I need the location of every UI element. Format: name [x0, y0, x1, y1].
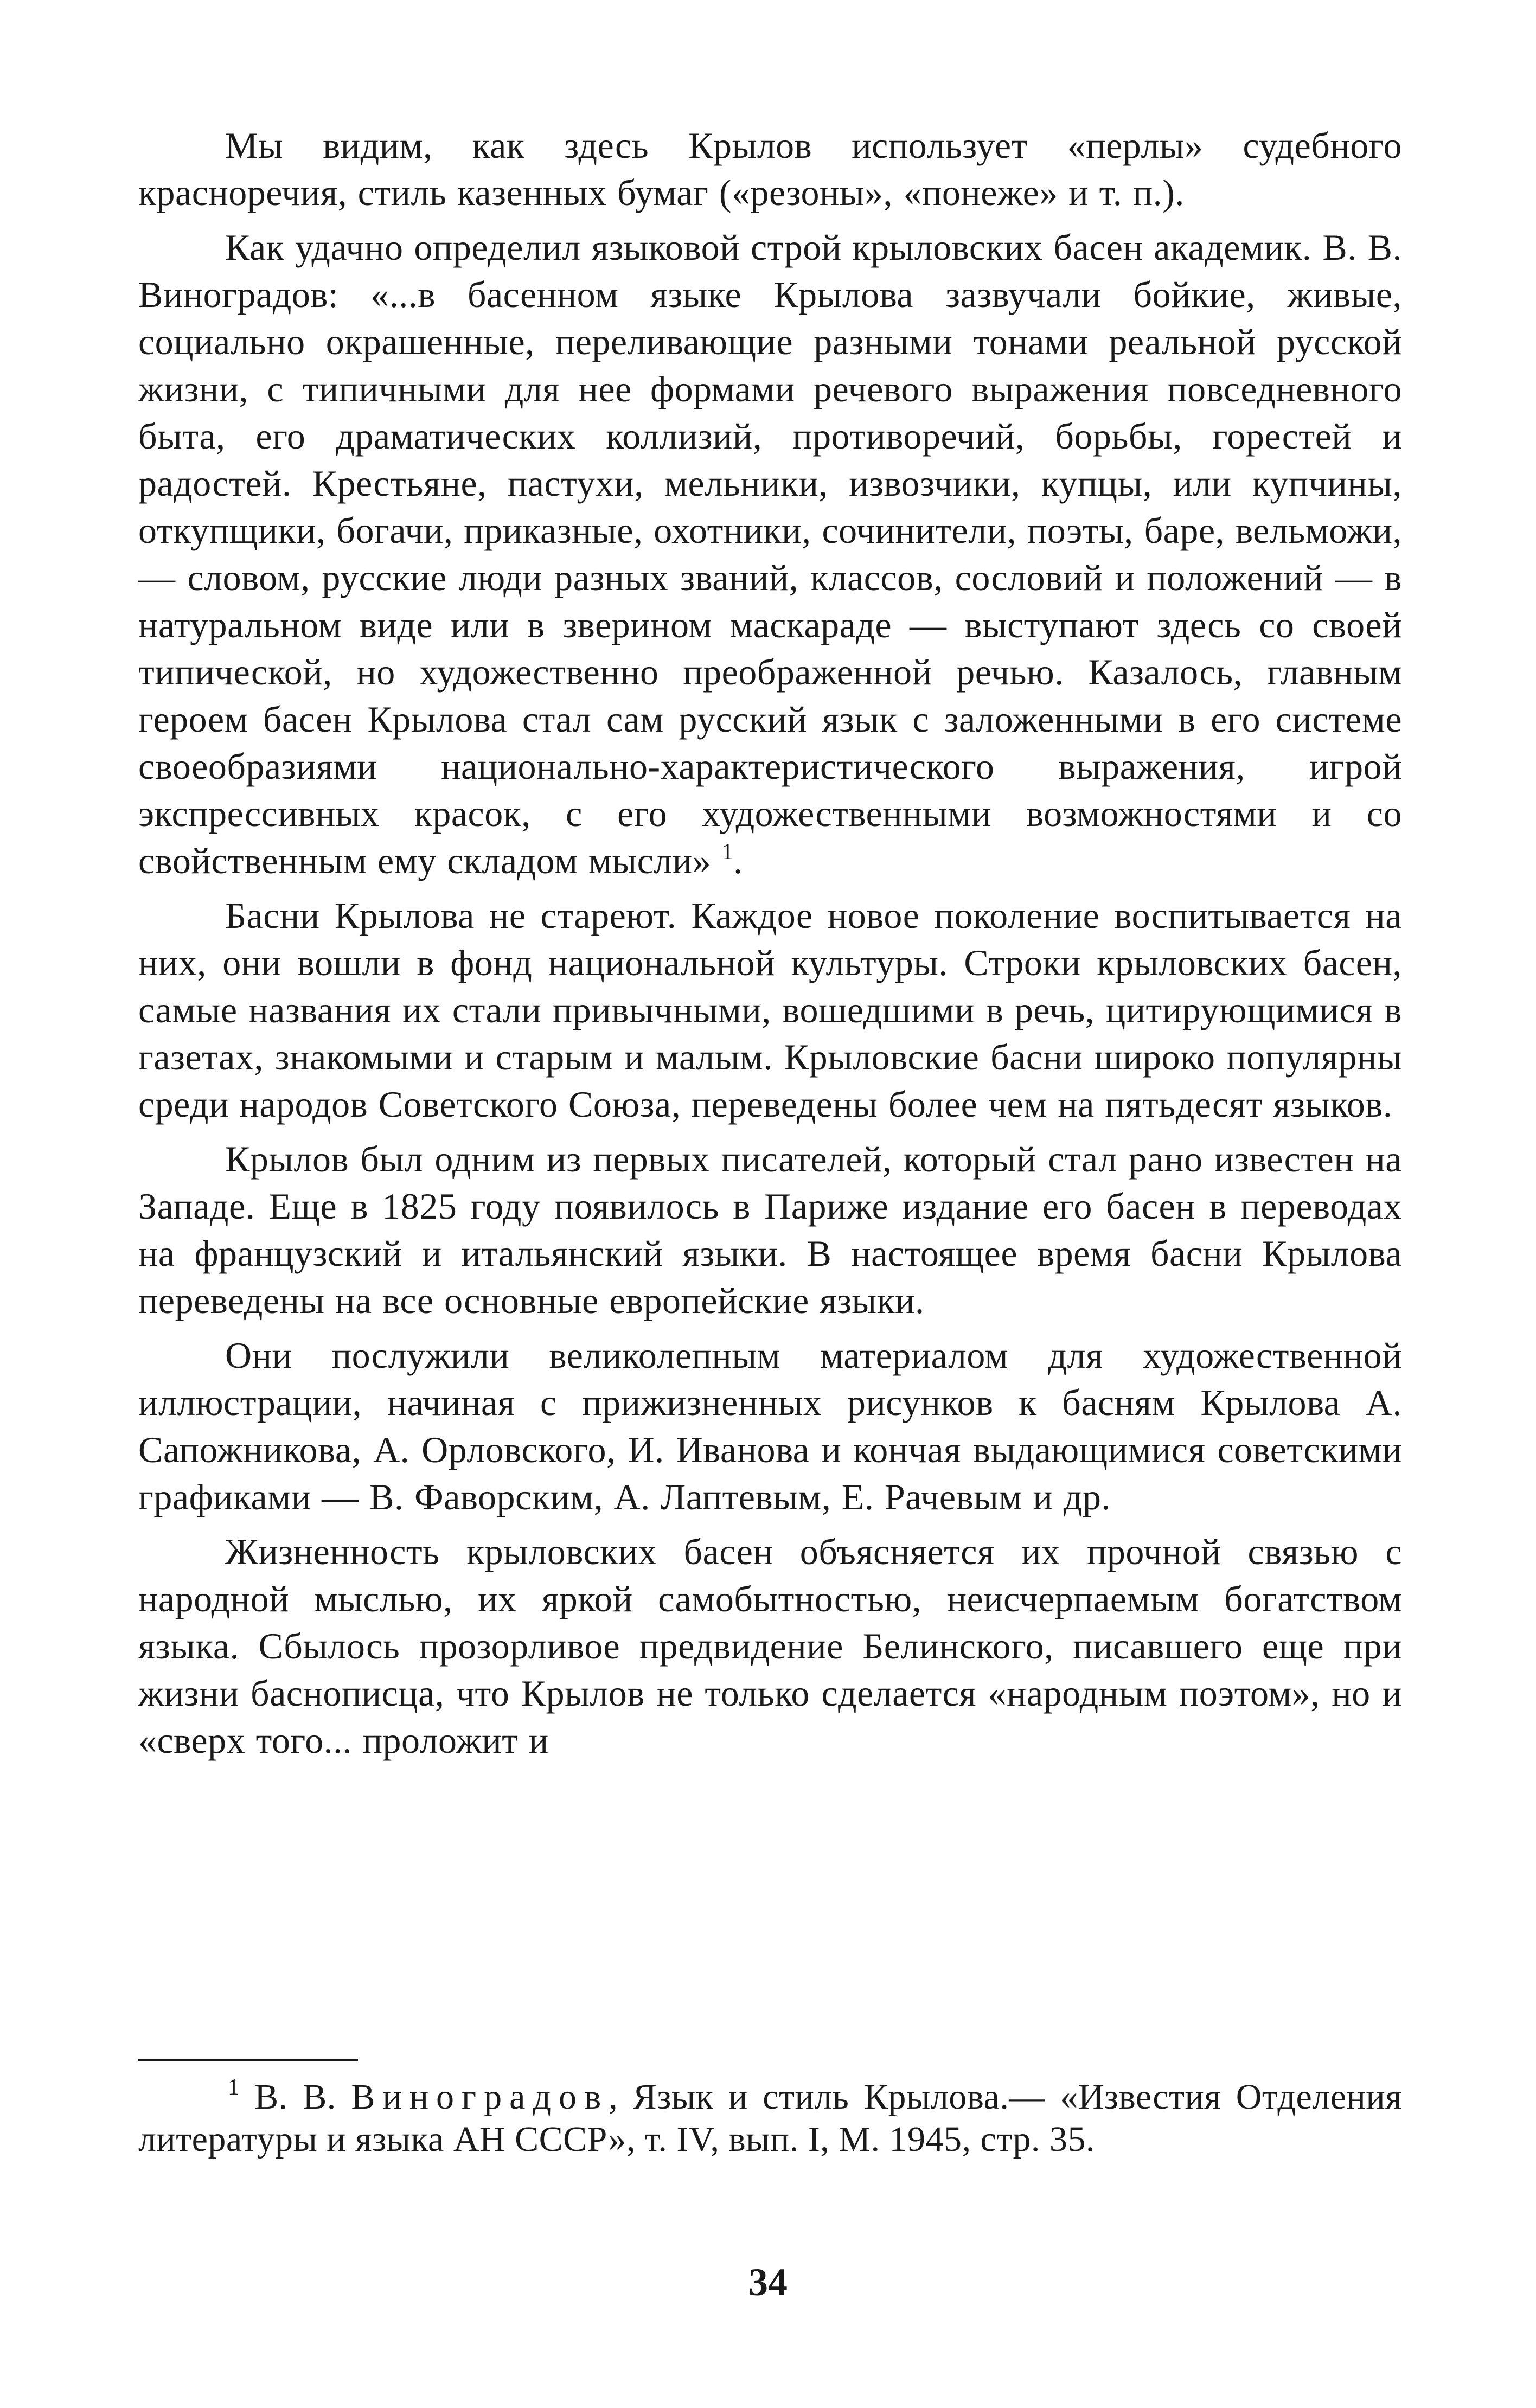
page-number: 34	[748, 2260, 788, 2304]
paragraph-5: Они послужили великолепным материалом для художественной иллюстрации, начиная с прижизненных рисунков к басням Крылова А. Сапожникова, А. Орловского, И. Иванова и кончая выдающимися советскими графиками — В. Фаворским, А. Лаптевым, Е. Рачевым и др.	[138, 1335, 1402, 1517]
paragraph-6: Жизненность крыловских басен объясняется их прочной связью с народной мыслью, их яркой самобытностью, неисчерпаемым богатством языка. Сбылось прозорливое предвидение Белинского, писавшего еще при жизни баснописца, что Крылов не только сделается «народным поэтом», но и «сверх того... проложит и	[138, 1531, 1402, 1761]
footnote-reference-marker[interactable]: 1	[721, 840, 734, 864]
footnote-marker: 1	[228, 2075, 240, 2100]
paragraph-3: Басни Крылова не стареют. Каждое новое поколение воспитывается на них, они вошли в фонд национальной культуры. Строки крыловских басен, самые названия их стали привычными, вошедшими в речь, цитирующимися в газетах, знакомыми и старым и малым. Крыловские басни широко популярны среди народов Советского Союза, переведены более чем на пятьдесят языков.	[138, 895, 1402, 1125]
paragraph-2-text: Как удачно определил языковой строй крыловских басен академик. В. В. Виноградов: «...в басенном языке Крылова зазвучали бойкие, живые, социально окрашенные, переливающие разными тонами реальной русской жизни, с типичными для нее формами речевого выражения повседневного быта, его драматических коллизий, противоречий, борьбы, горестей и радостей. Крестьяне, пастухи, мельники, извозчики, купцы, или купчины, откупщики, богачи, приказные, охотники, сочинители, поэты, баре, вельможи,— словом, русские люди разных званий, классов, сословий и положений — в натуральном виде или в зверином маскараде — выступают здесь со своей типической, но художественно преображенной речью. Казалось, главным героем басен Крылова стал сам русский язык с заложенными в его системе своеобразиями национально-характеристического выражения, игрой экспрессивных красок, с его художественными возможностями и со свойственным ему складом мысли»	[138, 227, 1402, 881]
footnote-author-surname: Виноградов	[351, 2077, 609, 2117]
footnote-text: , Язык и стиль Крылова.— «Известия Отделения литературы и языка АН СССР», т. IV, вып. I, М. 1945, стр. 35.	[138, 2077, 1403, 2159]
footnote-author-initials: В. В.	[254, 2077, 336, 2117]
footnote	[138, 2076, 1402, 2161]
footnote-divider	[138, 2059, 358, 2061]
paragraph-2	[138, 224, 1402, 885]
paragraph-1: Мы видим, как здесь Крылов использует «перлы» судебного красноречия, стиль казенных бумаг («резоны», «понеже» и т. п.).	[138, 125, 1402, 213]
main-text	[138, 122, 1402, 1764]
paragraph-4: Крылов был одним из первых писателей, который стал рано известен на Западе. Еще в 1825 году появилось в Париже издание его басен в переводах на французский и итальянский языки. В настоящее время басни Крылова переведены на все основные европейские языки.	[138, 1138, 1402, 1321]
footnote-reference-trailing: .	[733, 840, 743, 881]
